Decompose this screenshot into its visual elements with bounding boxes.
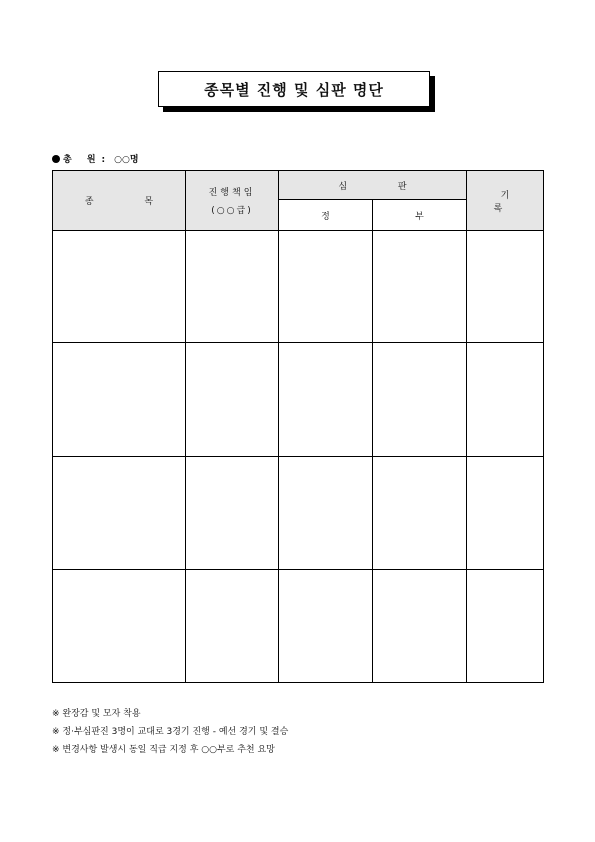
bullet-icon	[52, 155, 60, 163]
page-title: 종목별 진행 및 심판 명단	[158, 71, 430, 107]
count-label: 총 원:	[63, 155, 112, 165]
header-event: 종 목	[53, 171, 186, 231]
header-referee-sub: 부	[373, 200, 467, 231]
cell-referee-main[interactable]	[279, 343, 373, 457]
notes	[52, 705, 288, 759]
referee-table	[52, 170, 544, 683]
cell-event[interactable]	[53, 231, 186, 343]
cell-responsible[interactable]	[186, 343, 279, 457]
header-referee: 심 판	[279, 171, 467, 200]
cell-event[interactable]	[53, 570, 186, 683]
cell-referee-sub[interactable]	[373, 570, 467, 683]
table-row	[53, 343, 544, 457]
note-item: ※ 완장감 및 모자 착용	[52, 709, 141, 719]
cell-event[interactable]	[53, 457, 186, 570]
note-item: ※ 정·부심판진 3명이 교대로 3경기 진행 - 예선 경기 및 결승	[52, 727, 289, 737]
table-row	[53, 570, 544, 683]
table-row	[53, 457, 544, 570]
header-responsible-grade: (○○급)	[211, 206, 253, 216]
cell-referee-sub[interactable]	[373, 343, 467, 457]
cell-event[interactable]	[53, 343, 186, 457]
note-item: ※ 변경사항 발생시 동일 직급 지정 후 ○○부로 추천 요망	[52, 745, 275, 755]
cell-responsible[interactable]	[186, 570, 279, 683]
cell-referee-main[interactable]	[279, 231, 373, 343]
header-record: 기 록	[467, 171, 544, 231]
header-responsible	[186, 171, 279, 231]
participant-count	[52, 152, 139, 165]
title-frame	[158, 71, 436, 113]
header-referee-main: 정	[279, 200, 373, 231]
cell-referee-main[interactable]	[279, 570, 373, 683]
cell-referee-main[interactable]	[279, 457, 373, 570]
header-responsible-label: 진행책임	[208, 188, 256, 198]
cell-responsible[interactable]	[186, 231, 279, 343]
cell-record[interactable]	[467, 457, 544, 570]
cell-responsible[interactable]	[186, 457, 279, 570]
cell-record[interactable]	[467, 343, 544, 457]
cell-referee-sub[interactable]	[373, 457, 467, 570]
cell-record[interactable]	[467, 570, 544, 683]
cell-record[interactable]	[467, 231, 544, 343]
cell-referee-sub[interactable]	[373, 231, 467, 343]
table-row	[53, 231, 544, 343]
count-value: ○○명	[114, 155, 139, 165]
